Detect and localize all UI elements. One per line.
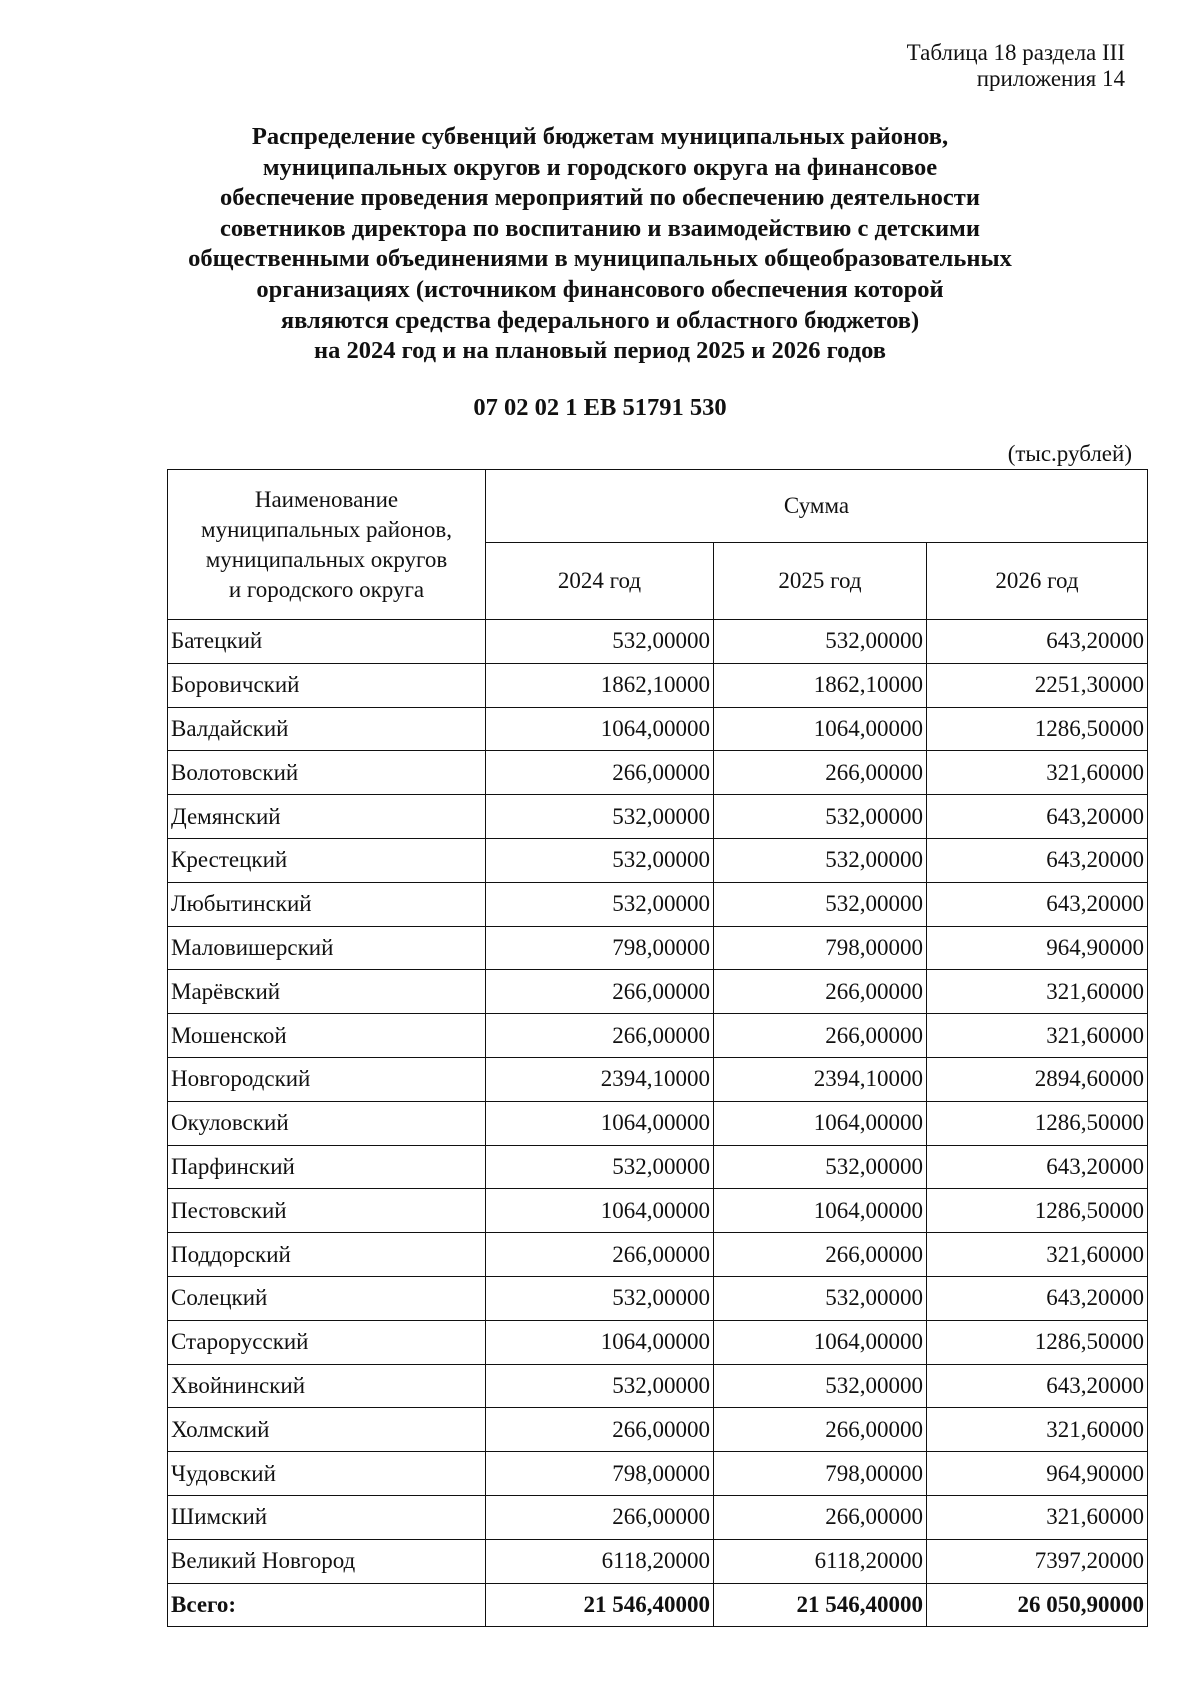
amount-2025-cell: 532,00000	[714, 1364, 927, 1408]
amount-2024-cell: 266,00000	[486, 970, 714, 1014]
table-row	[168, 663, 1148, 707]
amount-2024-cell: 2394,10000	[486, 1057, 714, 1101]
table-row	[168, 1495, 1148, 1539]
amount-2025-cell: 6118,20000	[714, 1539, 927, 1583]
amount-2024-cell: 532,00000	[486, 1364, 714, 1408]
document-title	[150, 122, 1050, 367]
municipality-name-cell: Пестовский	[168, 1189, 486, 1233]
municipality-name-cell: Батецкий	[168, 620, 486, 664]
table-row	[168, 1364, 1148, 1408]
amount-2026-cell: 321,60000	[927, 1408, 1148, 1452]
title-line: общественными объединениями в муниципальных общеобразовательных	[188, 245, 1012, 273]
amount-2026-cell: 26 050,90000	[927, 1583, 1148, 1627]
amount-2025-cell: 266,00000	[714, 751, 927, 795]
table-row	[168, 795, 1148, 839]
amount-2026-cell: 643,20000	[927, 882, 1148, 926]
amount-2025-cell: 266,00000	[714, 1495, 927, 1539]
table-row	[168, 838, 1148, 882]
amount-2026-cell: 321,60000	[927, 1495, 1148, 1539]
municipality-name-cell: Валдайский	[168, 707, 486, 751]
year-2024-header: 2024 год	[486, 543, 714, 620]
amount-2025-cell: 532,00000	[714, 838, 927, 882]
amount-2026-cell: 1286,50000	[927, 707, 1148, 751]
municipality-name-cell: Великий Новгород	[168, 1539, 486, 1583]
amount-2024-cell: 532,00000	[486, 620, 714, 664]
municipality-name-cell: Хвойнинский	[168, 1364, 486, 1408]
amount-2025-cell: 1064,00000	[714, 1320, 927, 1364]
title-line: Распределение субвенций бюджетам муниципальных районов,	[251, 123, 949, 150]
table-row	[168, 1452, 1148, 1496]
table-reference-line: Таблица 18 раздела III	[906, 40, 1125, 65]
municipality-name-cell: Старорусский	[168, 1320, 486, 1364]
municipality-name-cell: Холмский	[168, 1408, 486, 1452]
amount-2024-cell: 1064,00000	[486, 1189, 714, 1233]
amount-2024-cell: 266,00000	[486, 751, 714, 795]
amount-2024-cell: 1064,00000	[486, 707, 714, 751]
title-line: организациях (источником финансового обеспечения которой	[256, 275, 944, 303]
amount-2026-cell: 1286,50000	[927, 1320, 1148, 1364]
table-row	[168, 1276, 1148, 1320]
name-header-line: и городского округа	[228, 576, 425, 602]
table-row	[168, 1014, 1148, 1058]
table-row	[168, 620, 1148, 664]
amount-2025-cell: 532,00000	[714, 1145, 927, 1189]
municipality-name-cell: Любытинский	[168, 882, 486, 926]
table-row	[168, 926, 1148, 970]
municipality-name-cell: Всего:	[168, 1583, 486, 1627]
amount-2026-cell: 1286,50000	[927, 1101, 1148, 1145]
amount-2025-cell: 266,00000	[714, 1408, 927, 1452]
amount-2025-cell: 1064,00000	[714, 1101, 927, 1145]
amount-2024-cell: 532,00000	[486, 1276, 714, 1320]
amount-2025-cell: 21 546,40000	[714, 1583, 927, 1627]
amount-2026-cell: 321,60000	[927, 970, 1148, 1014]
amount-2026-cell: 643,20000	[927, 1276, 1148, 1320]
amount-2025-cell: 266,00000	[714, 1014, 927, 1058]
amount-2025-cell: 532,00000	[714, 1276, 927, 1320]
municipality-name-cell: Крестецкий	[168, 838, 486, 882]
units-label: (тыс.рублей)	[1007, 441, 1132, 466]
municipality-name-cell: Марёвский	[168, 970, 486, 1014]
sum-column-header: Сумма	[486, 470, 1148, 543]
table-row	[168, 1145, 1148, 1189]
municipality-name-cell: Солецкий	[168, 1276, 486, 1320]
amount-2025-cell: 532,00000	[714, 620, 927, 664]
amount-2026-cell: 643,20000	[927, 795, 1148, 839]
table-row	[168, 1539, 1148, 1583]
amount-2025-cell: 1862,10000	[714, 663, 927, 707]
amount-2026-cell: 643,20000	[927, 620, 1148, 664]
budget-code: 07 02 02 1 ЕВ 51791 530	[473, 394, 727, 421]
table-header	[168, 470, 1148, 620]
year-2025-header: 2025 год	[714, 543, 927, 620]
amount-2024-cell: 798,00000	[486, 1452, 714, 1496]
amount-2025-cell: 798,00000	[714, 1452, 927, 1496]
amount-2026-cell: 1286,50000	[927, 1189, 1148, 1233]
amount-2024-cell: 1064,00000	[486, 1320, 714, 1364]
amount-2024-cell: 532,00000	[486, 882, 714, 926]
amount-2025-cell: 266,00000	[714, 1233, 927, 1277]
municipality-name-cell: Боровичский	[168, 663, 486, 707]
total-row	[168, 1583, 1148, 1627]
amount-2025-cell: 798,00000	[714, 926, 927, 970]
municipality-name-cell: Чудовский	[168, 1452, 486, 1496]
amount-2026-cell: 321,60000	[927, 1014, 1148, 1058]
amount-2024-cell: 266,00000	[486, 1233, 714, 1277]
amount-2025-cell: 1064,00000	[714, 1189, 927, 1233]
title-line: муниципальных округов и городского округа на финансовое	[262, 153, 938, 181]
table-row	[168, 751, 1148, 795]
municipality-name-cell: Волотовский	[168, 751, 486, 795]
amount-2025-cell: 532,00000	[714, 795, 927, 839]
amount-2026-cell: 321,60000	[927, 1233, 1148, 1277]
amount-2025-cell: 2394,10000	[714, 1057, 927, 1101]
title-line: на 2024 год и на плановый период 2025 и 2026 годов	[313, 337, 886, 365]
amount-2024-cell: 21 546,40000	[486, 1583, 714, 1627]
title-line: советников директора по воспитанию и взаимодействию с детскими	[220, 214, 980, 242]
name-header-line: муниципальных округов	[205, 546, 448, 572]
appendix-reference-line: приложения 14	[976, 66, 1125, 91]
amount-2025-cell: 266,00000	[714, 970, 927, 1014]
amount-2026-cell: 964,90000	[927, 926, 1148, 970]
amount-2024-cell: 266,00000	[486, 1014, 714, 1058]
name-column-header	[168, 470, 486, 620]
municipality-name-cell: Новгородский	[168, 1057, 486, 1101]
amount-2026-cell: 7397,20000	[927, 1539, 1148, 1583]
table-row	[168, 707, 1148, 751]
table-body	[168, 620, 1148, 1627]
table-row	[168, 882, 1148, 926]
amount-2024-cell: 1862,10000	[486, 663, 714, 707]
table-row	[168, 1320, 1148, 1364]
table-row	[168, 1057, 1148, 1101]
amount-2026-cell: 964,90000	[927, 1452, 1148, 1496]
amount-2026-cell: 2894,60000	[927, 1057, 1148, 1101]
amount-2025-cell: 1064,00000	[714, 707, 927, 751]
table-reference	[907, 40, 1125, 92]
municipality-name-cell: Шимский	[168, 1495, 486, 1539]
amount-2024-cell: 266,00000	[486, 1495, 714, 1539]
name-header-line: муниципальных районов,	[201, 516, 452, 542]
name-header-line: Наименование	[254, 486, 399, 512]
amount-2026-cell: 643,20000	[927, 1145, 1148, 1189]
amount-2024-cell: 266,00000	[486, 1408, 714, 1452]
title-line: обеспечение проведения мероприятий по обеспечению деятельности	[220, 184, 980, 212]
municipality-name-cell: Маловишерский	[168, 926, 486, 970]
municipality-name-cell: Поддорский	[168, 1233, 486, 1277]
table-row	[168, 1233, 1148, 1277]
table-row	[168, 970, 1148, 1014]
municipality-name-cell: Мошенской	[168, 1014, 486, 1058]
amount-2024-cell: 1064,00000	[486, 1101, 714, 1145]
amount-2024-cell: 6118,20000	[486, 1539, 714, 1583]
table-row	[168, 1189, 1148, 1233]
table-row	[168, 1408, 1148, 1452]
amount-2024-cell: 532,00000	[486, 795, 714, 839]
title-line: являются средства федерального и областного бюджетов)	[280, 306, 920, 334]
year-2026-header: 2026 год	[927, 543, 1148, 620]
amount-2024-cell: 532,00000	[486, 1145, 714, 1189]
amount-2026-cell: 643,20000	[927, 1364, 1148, 1408]
municipality-name-cell: Демянский	[168, 795, 486, 839]
table-row	[168, 1101, 1148, 1145]
amount-2024-cell: 532,00000	[486, 838, 714, 882]
subvention-table	[167, 469, 1148, 1627]
amount-2026-cell: 643,20000	[927, 838, 1148, 882]
municipality-name-cell: Окуловский	[168, 1101, 486, 1145]
amount-2026-cell: 321,60000	[927, 751, 1148, 795]
amount-2024-cell: 798,00000	[486, 926, 714, 970]
amount-2025-cell: 532,00000	[714, 882, 927, 926]
municipality-name-cell: Парфинский	[168, 1145, 486, 1189]
amount-2026-cell: 2251,30000	[927, 663, 1148, 707]
